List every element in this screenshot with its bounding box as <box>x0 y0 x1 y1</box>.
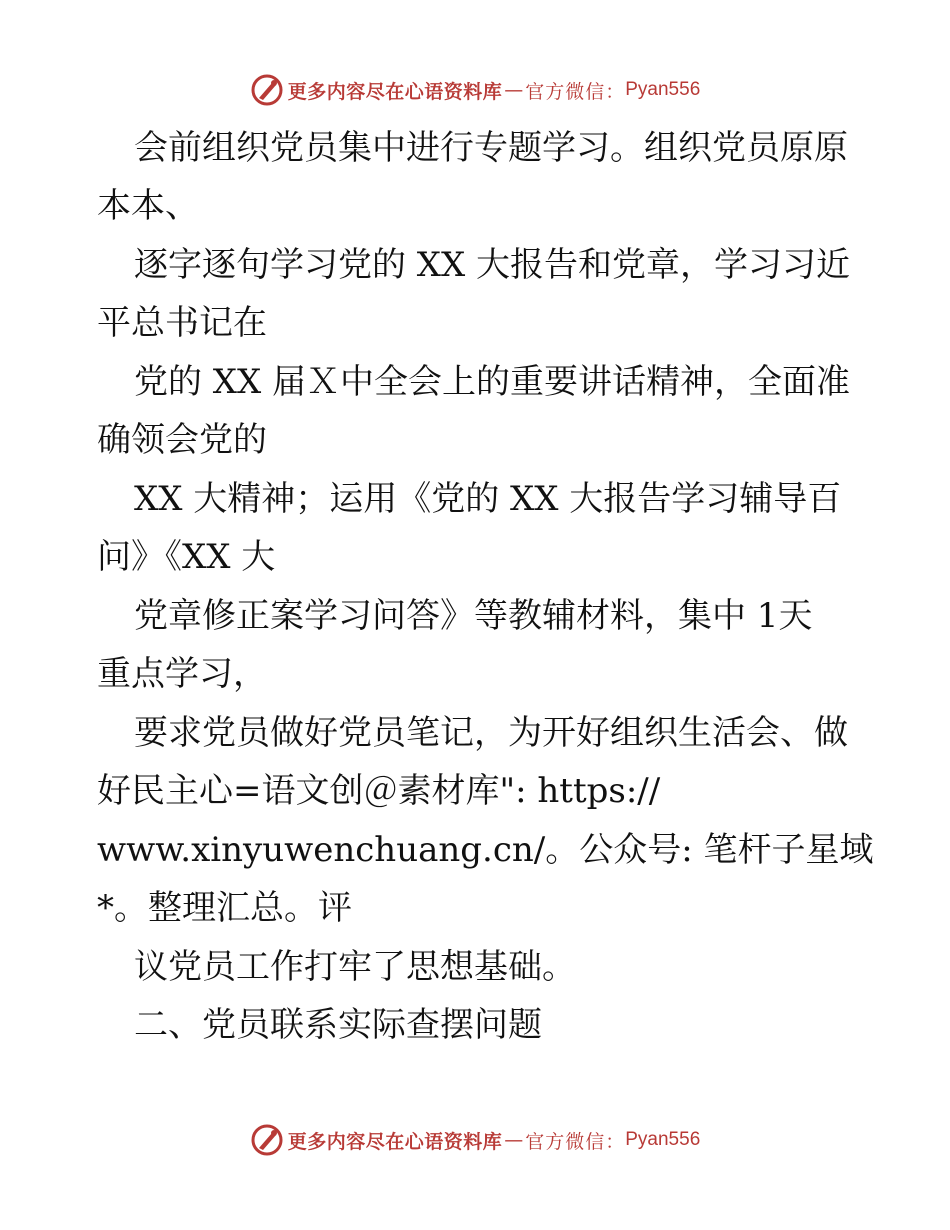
header-wechat-id: Pyan556 <box>625 79 701 100</box>
body-line: 党章修正案学习问答》等教辅材料，集中 1天 <box>134 596 813 636</box>
body-line: 平总书记在 <box>97 303 267 343</box>
header-banner-dash: — <box>504 79 524 101</box>
body-line: 好民主心=语文创＠素材库": https:// <box>97 771 661 811</box>
body-line: 议党员工作打牢了思想基础。 <box>134 947 576 987</box>
body-line: *。整理汇总。评 <box>97 888 352 928</box>
body-line: 会前组织党员集中进行专题学习。组织党员原原 <box>134 128 848 168</box>
body-line: 党的 XX 届Ｘ中全会上的重要讲话精神，全面准 <box>134 362 851 402</box>
footer-wechat-id: Pyan556 <box>625 1129 701 1150</box>
header-banner-text: 更多内容尽在心语资料库 <box>287 80 503 103</box>
footer-banner-dash: — <box>504 1129 524 1151</box>
header-wechat-label: 官方微信： <box>525 80 626 103</box>
body-line: 逐字逐句学习党的 XX 大报告和党章，学习习近 <box>134 245 851 285</box>
quill-seal-logo-icon <box>250 73 284 107</box>
body-line: www.xinyuwenchuang.cn/。公众号: 笔杆子星域 <box>97 830 874 870</box>
footer-banner <box>0 1120 950 1160</box>
body-line: 本本、 <box>97 186 199 226</box>
body-line: 确领会党的 <box>97 420 267 460</box>
section-heading: 二、党员联系实际查摆问题 <box>134 1005 542 1045</box>
body-line: 重点学习， <box>97 654 267 694</box>
header-banner <box>0 70 950 110</box>
body-line: XX 大精神；运用《党的 XX 大报告学习辅导百 <box>134 479 842 519</box>
quill-seal-logo-icon <box>250 1123 284 1157</box>
body-line: 要求党员做好党员笔记，为开好组织生活会、做 <box>134 713 848 753</box>
footer-wechat-label: 官方微信： <box>525 1130 626 1153</box>
footer-banner-text: 更多内容尽在心语资料库 <box>287 1130 503 1153</box>
body-line: 问》《XX 大 <box>97 537 276 577</box>
